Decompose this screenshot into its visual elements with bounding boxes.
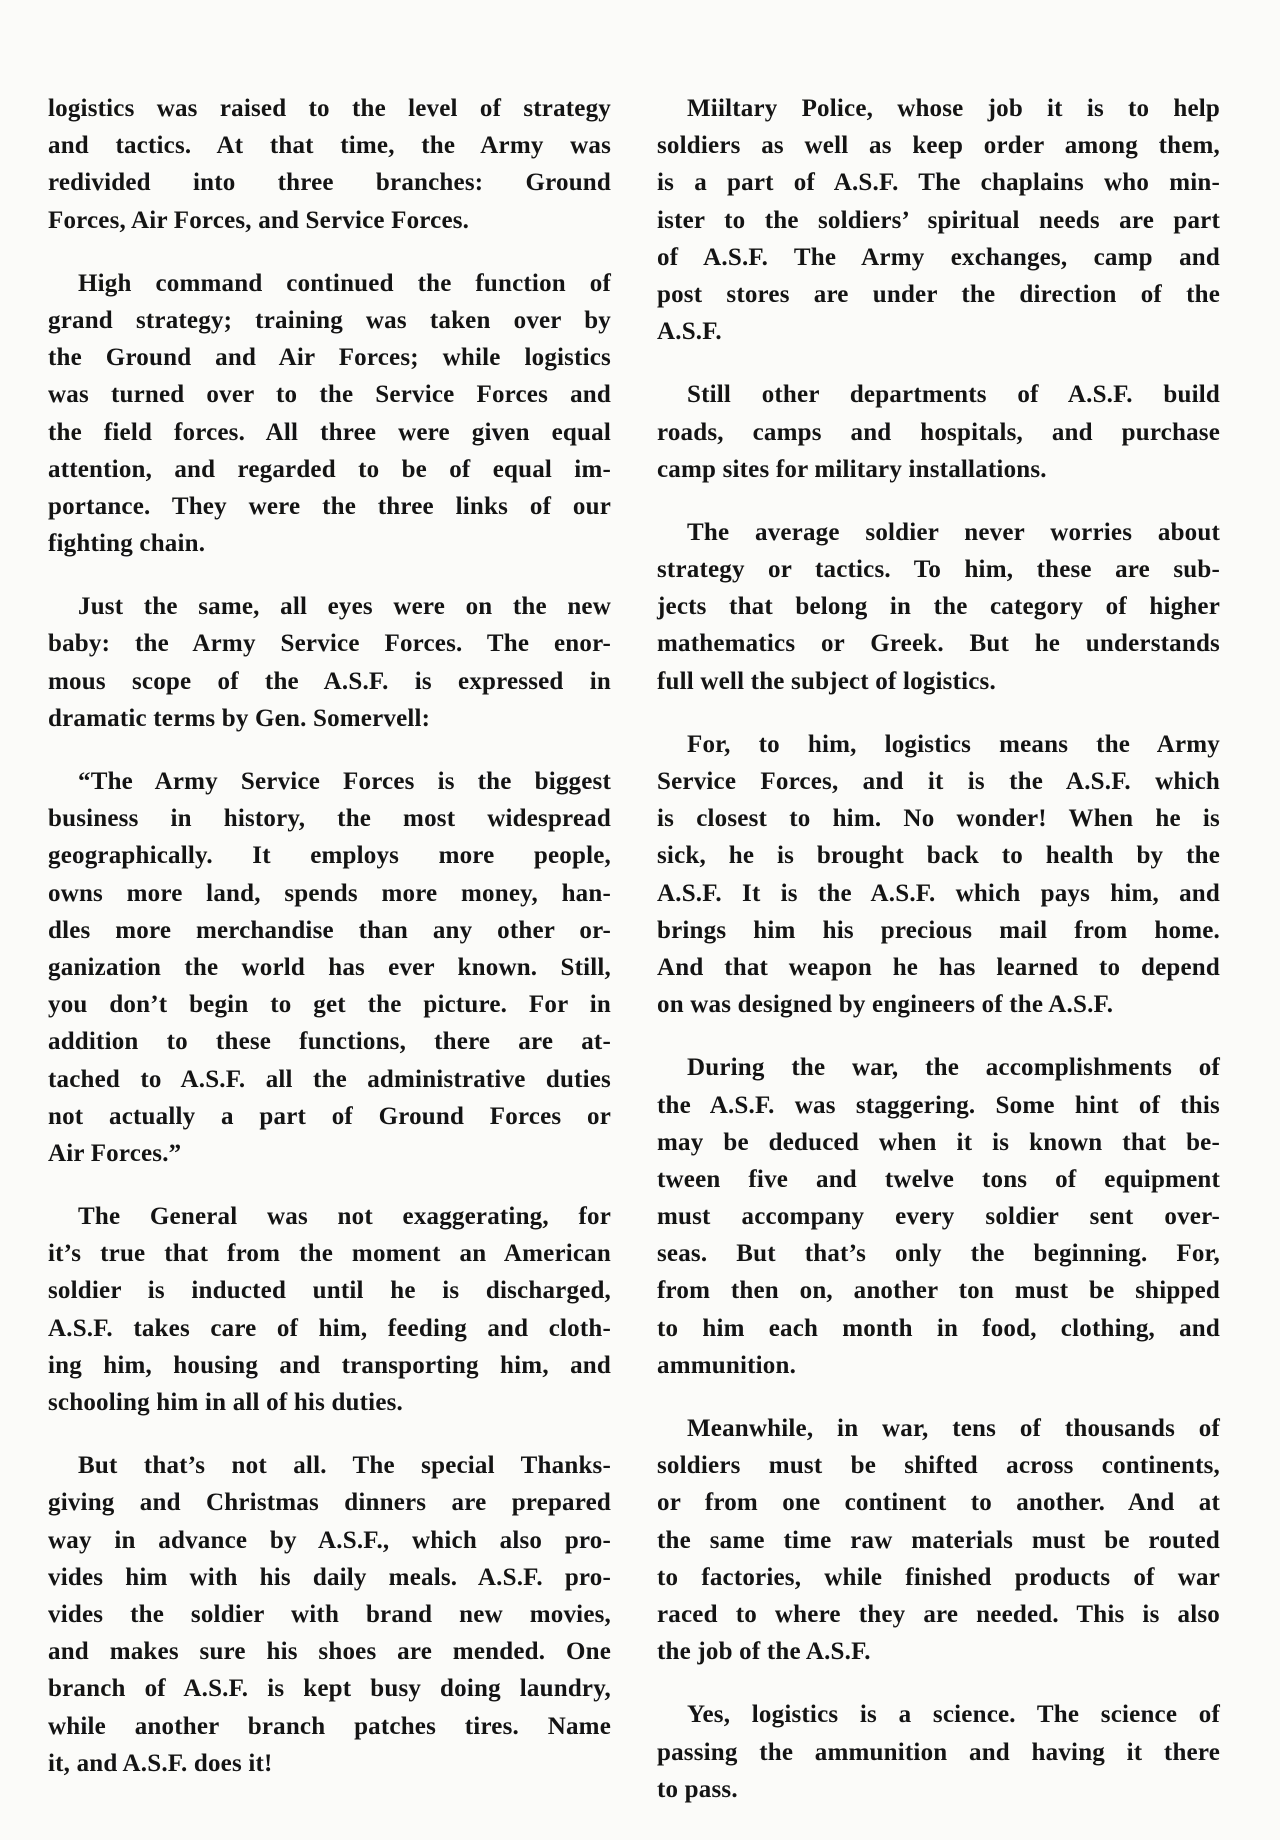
text-line: the same time raw materials must be routed [657, 1526, 1220, 1554]
paragraph [48, 1447, 611, 1782]
text-line: A.S.F. takes care of him, feeding and cloth- [48, 1314, 611, 1342]
text-line: vides the soldier with brand new movies, [48, 1600, 611, 1628]
text-line: Miiltary Police, whose job it is to help [687, 95, 1220, 122]
text-line: Still other departments of A.S.F. build [687, 381, 1220, 409]
text-line: soldiers must be shifted across continents, [657, 1452, 1220, 1480]
text-line: geographically. It employs more people, [48, 842, 611, 870]
text-line: portance. They were the three links of our [48, 492, 611, 520]
text-line: For, to him, logistics means the Army [687, 730, 1220, 758]
text-line: of A.S.F. The Army exchanges, camp and [657, 243, 1220, 271]
paragraph [657, 1696, 1220, 1808]
paragraph [48, 763, 611, 1172]
right-column [657, 90, 1220, 1834]
paragraph [657, 1410, 1220, 1670]
text-line: And that weapon he has learned to depend [657, 953, 1220, 981]
text-line: the A.S.F. was staggering. Some hint of this [657, 1091, 1220, 1119]
text-line: to him each month in food, clothing, and [657, 1314, 1220, 1342]
text-line: roads, camps and hospitals, and purchase [657, 418, 1220, 446]
text-line: logistics was raised to the level of strategy [48, 95, 611, 122]
text-line: owns more land, spends more money, han- [48, 879, 611, 907]
text-line: soldiers as well as keep order among them, [657, 132, 1220, 160]
text-line: baby: the Army Service Forces. The enor- [48, 630, 611, 658]
text-line: addition to these functions, there are at- [48, 1028, 611, 1056]
text-line: is a part of A.S.F. The chaplains who min- [657, 169, 1220, 197]
text-line: attention, and regarded to be of equal im- [48, 455, 611, 483]
text-line: it, and A.S.F. does it! [48, 1749, 273, 1777]
text-line: tween five and twelve tons of equipment [657, 1165, 1220, 1193]
text-line: dramatic terms by Gen. Somervell: [48, 704, 431, 732]
text-line: was turned over to the Service Forces and [48, 381, 611, 409]
text-line: post stores are under the direction of the [657, 280, 1220, 308]
paragraph [657, 514, 1220, 700]
text-line: jects that belong in the category of higher [657, 593, 1220, 621]
text-line: Just the same, all eyes were on the new [78, 593, 611, 621]
text-line: A.S.F. [657, 318, 722, 346]
text-line: mathematics or Greek. But he understands [657, 630, 1220, 658]
text-line: giving and Christmas dinners are prepared [48, 1489, 611, 1517]
text-line: on was designed by engineers of the A.S.F. [657, 991, 1114, 1019]
text-line: raced to where they are needed. This is also [657, 1600, 1220, 1628]
text-line: full well the subject of logistics. [657, 667, 996, 695]
text-line: the job of the A.S.F. [657, 1638, 871, 1666]
text-line: ganization the world has ever known. Still, [48, 953, 611, 981]
text-line: redivided into three branches: Ground [48, 169, 611, 197]
text-line: ing him, housing and transporting him, and [48, 1351, 611, 1379]
text-line: or from one continent to another. And at [657, 1489, 1220, 1517]
text-line: seas. But that’s only the beginning. For, [657, 1240, 1220, 1268]
text-line: and tactics. At that time, the Army was [48, 132, 611, 160]
text-line: grand strategy; training was taken over by [48, 306, 611, 334]
text-line: strategy or tactics. To him, these are sub- [657, 556, 1220, 584]
paragraph [657, 1049, 1220, 1384]
text-line: and makes sure his shoes are mended. One [48, 1638, 611, 1666]
text-line: mous scope of the A.S.F. is expressed in [48, 667, 611, 695]
text-line: “The Army Service Forces is the biggest [78, 768, 611, 795]
text-line: schooling him in all of his duties. [48, 1389, 403, 1416]
paragraph [657, 90, 1220, 350]
text-line: dles more merchandise than any other or- [48, 916, 611, 944]
paragraph [48, 588, 611, 737]
text-line: must accompany every soldier sent over- [657, 1203, 1220, 1231]
text-line: During the war, the accomplishments of [687, 1054, 1220, 1082]
text-line: to pass. [657, 1775, 738, 1803]
text-line: tached to A.S.F. all the administrative duties [48, 1065, 611, 1093]
paragraph [657, 376, 1220, 488]
text-line: the field forces. All three were given equal [48, 418, 611, 446]
paragraph [48, 90, 611, 239]
text-line: you don’t begin to get the picture. For in [48, 991, 611, 1019]
text-line: it’s true that from the moment an American [48, 1240, 611, 1268]
text-line: A.S.F. It is the A.S.F. which pays him, and [657, 879, 1220, 907]
text-line: ammunition. [657, 1351, 797, 1379]
text-line: sick, he is brought back to health by the [657, 842, 1220, 870]
text-line: way in advance by A.S.F., which also pro- [48, 1526, 611, 1554]
text-line: branch of A.S.F. is kept busy doing laundry, [48, 1675, 611, 1703]
text-line: camp sites for military installations. [657, 455, 1047, 483]
text-line: Meanwhile, in war, tens of thousands of [687, 1415, 1220, 1442]
text-line: High command continued the function of [78, 269, 611, 297]
text-line: passing the ammunition and having it there [657, 1738, 1220, 1766]
text-line: Yes, logistics is a science. The science of [687, 1701, 1220, 1729]
text-line: may be deduced when it is known that be- [657, 1128, 1220, 1156]
text-line: The average soldier never worries about [687, 518, 1220, 546]
text-line: The General was not exaggerating, for [78, 1203, 611, 1231]
text-line: the Ground and Air Forces; while logistics [48, 344, 611, 372]
text-line: not actually a part of Ground Forces or [48, 1102, 611, 1130]
text-line: soldier is inducted until he is discharged, [48, 1277, 611, 1305]
text-line: brings him his precious mail from home. [657, 916, 1220, 944]
text-line: Forces, Air Forces, and Service Forces. [48, 206, 470, 234]
text-line: vides him with his daily meals. A.S.F. pro- [48, 1563, 611, 1591]
text-line: from then on, another ton must be shipped [657, 1277, 1220, 1305]
text-line: Service Forces, and it is the A.S.F. which [657, 768, 1220, 795]
paragraph [48, 265, 611, 563]
text-line: But that’s not all. The special Thanks- [78, 1452, 611, 1480]
text-line: ister to the soldiers’ spiritual needs are part [657, 206, 1220, 234]
left-column [48, 90, 611, 1808]
text-line: business in history, the most widespread [48, 805, 611, 833]
paragraph [657, 726, 1220, 1024]
text-line: Air Forces.” [48, 1139, 182, 1167]
text-line: is closest to him. No wonder! When he is [657, 805, 1220, 833]
text-line: while another branch patches tires. Name [48, 1712, 611, 1740]
text-line: fighting chain. [48, 530, 206, 558]
text-line: to factories, while finished products of war [657, 1563, 1220, 1591]
paragraph [48, 1198, 611, 1421]
